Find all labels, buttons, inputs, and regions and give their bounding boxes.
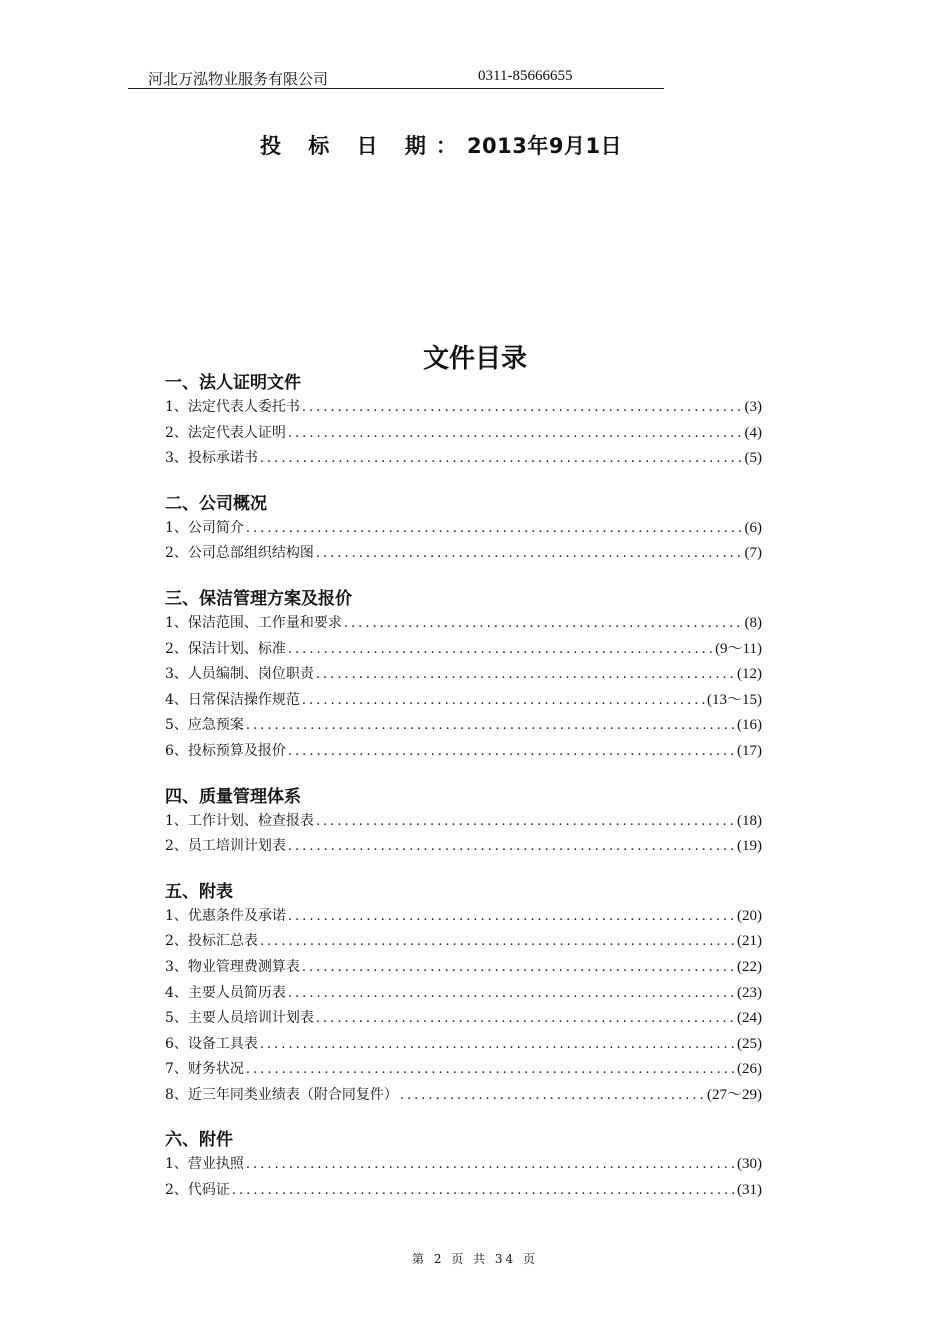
toc-entry-page: (22) bbox=[737, 958, 762, 975]
toc-dot-leader bbox=[344, 611, 743, 637]
toc-section bbox=[165, 587, 762, 765]
toc-entry-page: (6) bbox=[744, 519, 762, 536]
toc-entry-text: 1、优惠条件及承诺 bbox=[165, 907, 286, 924]
toc-entry bbox=[165, 981, 762, 1007]
toc-entry bbox=[165, 662, 762, 688]
toc-dot-leader bbox=[288, 739, 735, 765]
toc-entry-text: 5、应急预案 bbox=[165, 717, 244, 734]
toc-entry-page: (27～29) bbox=[707, 1086, 762, 1103]
toc-section-title: 六、附件 bbox=[165, 1130, 233, 1151]
toc-entry-text: 7、财务状况 bbox=[165, 1061, 244, 1078]
toc-entry-page: (9～11) bbox=[715, 640, 762, 657]
toc-entry-page: (17) bbox=[737, 742, 762, 759]
toc-dot-leader bbox=[302, 688, 705, 714]
toc-dot-leader bbox=[288, 981, 735, 1007]
toc-entry bbox=[165, 516, 762, 542]
toc-entry-text: 1、保洁范围、工作量和要求 bbox=[165, 614, 342, 631]
toc-dot-leader bbox=[316, 809, 735, 835]
toc-entry-page: (8) bbox=[744, 614, 762, 631]
toc-entry bbox=[165, 713, 762, 739]
toc-entry-page: (21) bbox=[737, 933, 762, 950]
toc-entry bbox=[165, 611, 762, 637]
toc-section-title: 三、保洁管理方案及报价 bbox=[165, 588, 352, 609]
toc-entry bbox=[165, 929, 762, 955]
toc-dot-leader bbox=[246, 516, 743, 542]
toc-entry bbox=[165, 541, 762, 567]
header-phone: 0311-85666655 bbox=[478, 68, 573, 84]
toc-entry bbox=[165, 1178, 762, 1204]
toc-entry-text: 2、投标汇总表 bbox=[165, 933, 258, 950]
toc-dot-leader bbox=[400, 1083, 705, 1109]
toc-entry-page: (12) bbox=[737, 666, 762, 683]
toc-entry-page: (5) bbox=[744, 450, 762, 467]
toc-section bbox=[165, 1128, 762, 1203]
toc-entry-page: (3) bbox=[744, 399, 762, 415]
toc-entry-text: 3、物业管理费测算表 bbox=[165, 958, 300, 975]
toc-entry-page: (30) bbox=[737, 1156, 762, 1173]
toc-entry-text: 3、人员编制、岗位职责 bbox=[165, 666, 314, 683]
toc-entry bbox=[165, 739, 762, 765]
toc-entry-text: 1、工作计划、检查报表 bbox=[165, 812, 314, 829]
toc-entry-text: 2、法定代表人证明 bbox=[165, 424, 286, 441]
toc-entry bbox=[165, 1006, 762, 1032]
toc-section bbox=[165, 880, 762, 1109]
toc-section-title: 二、公司概况 bbox=[165, 493, 267, 514]
toc-entry-page: (25) bbox=[737, 1035, 762, 1052]
toc-dot-leader bbox=[316, 662, 735, 688]
toc-dot-leader bbox=[288, 834, 735, 860]
toc-entry-text: 8、近三年同类业绩表（附合同复件） bbox=[165, 1086, 398, 1103]
toc-dot-leader bbox=[288, 904, 735, 930]
toc-section bbox=[165, 785, 762, 860]
bid-date bbox=[260, 130, 622, 160]
toc-entry-page: (18) bbox=[737, 812, 762, 829]
toc-dot-leader bbox=[288, 421, 743, 447]
toc-entry-page: (16) bbox=[737, 717, 762, 734]
toc-dot-leader bbox=[232, 1178, 735, 1204]
toc-entry bbox=[165, 637, 762, 663]
toc-entry bbox=[165, 1032, 762, 1058]
toc-entry-page: (26) bbox=[737, 1061, 762, 1078]
toc-entry bbox=[165, 421, 762, 447]
toc-section-title: 五、附表 bbox=[165, 881, 233, 902]
toc-dot-leader bbox=[260, 929, 735, 955]
page-footer: 第 2 页 共 34 页 bbox=[412, 1252, 538, 1266]
toc-dot-leader bbox=[246, 1152, 735, 1178]
toc-entry-page: (31) bbox=[737, 1182, 762, 1199]
toc-entry-text: 1、法定代表人委托书 bbox=[165, 399, 300, 415]
toc-dot-leader bbox=[246, 713, 735, 739]
toc-entry-page: (13～15) bbox=[707, 691, 762, 708]
toc-section bbox=[165, 492, 762, 567]
toc-dot-leader bbox=[288, 637, 713, 663]
toc-entry bbox=[165, 1057, 762, 1083]
toc-dot-leader bbox=[260, 446, 743, 472]
toc-entry-page: (24) bbox=[737, 1010, 762, 1027]
toc-entry-text: 6、投标预算及报价 bbox=[165, 742, 286, 759]
toc-entry bbox=[165, 688, 762, 714]
toc-entry-text: 2、保洁计划、标准 bbox=[165, 640, 286, 657]
toc-section-title: 四、质量管理体系 bbox=[165, 786, 301, 807]
toc-entry bbox=[165, 1152, 762, 1178]
toc-entry bbox=[165, 809, 762, 835]
toc-dot-leader bbox=[302, 955, 735, 981]
toc-entry-page: (7) bbox=[744, 545, 762, 562]
toc-entry bbox=[165, 1083, 762, 1109]
toc-title: 文件目录 bbox=[422, 344, 527, 374]
toc-dot-leader bbox=[316, 541, 743, 567]
toc-entry bbox=[165, 834, 762, 860]
toc-entry-text: 4、主要人员简历表 bbox=[165, 984, 286, 1001]
toc-entry-text: 1、公司简介 bbox=[165, 519, 244, 536]
table-of-contents bbox=[165, 371, 762, 1224]
toc-entry bbox=[165, 955, 762, 981]
bid-date-label: 投 标 日 期： bbox=[260, 134, 467, 158]
toc-entry-page: (23) bbox=[737, 984, 762, 1001]
toc-entry-text: 2、公司总部组织结构图 bbox=[165, 545, 314, 562]
toc-entry-text: 6、设备工具表 bbox=[165, 1035, 258, 1052]
toc-entry-text: 2、代码证 bbox=[165, 1182, 230, 1199]
toc-entry-page: (4) bbox=[744, 424, 762, 441]
toc-dot-leader bbox=[260, 1032, 735, 1058]
toc-entry-text: 4、日常保洁操作规范 bbox=[165, 691, 300, 708]
toc-entry-page: (19) bbox=[737, 838, 762, 855]
toc-entry bbox=[165, 904, 762, 930]
toc-dot-leader bbox=[246, 1057, 735, 1083]
toc-dot-leader bbox=[302, 395, 743, 421]
toc-entry-text: 2、员工培训计划表 bbox=[165, 838, 286, 855]
page-header bbox=[128, 68, 664, 89]
header-company: 河北万泓物业服务有限公司 bbox=[148, 70, 329, 88]
toc-entry bbox=[165, 446, 762, 472]
toc-entry-text: 3、投标承诺书 bbox=[165, 450, 258, 467]
toc-section bbox=[165, 371, 762, 472]
toc-entry bbox=[165, 395, 762, 421]
toc-section-title: 一、法人证明文件 bbox=[165, 373, 301, 393]
toc-dot-leader bbox=[316, 1006, 735, 1032]
toc-entry-page: (20) bbox=[737, 907, 762, 924]
toc-entry-text: 5、主要人员培训计划表 bbox=[165, 1010, 314, 1027]
toc-entry-text: 1、营业执照 bbox=[165, 1156, 244, 1173]
bid-date-value: 2013年9月1日 bbox=[466, 134, 623, 158]
